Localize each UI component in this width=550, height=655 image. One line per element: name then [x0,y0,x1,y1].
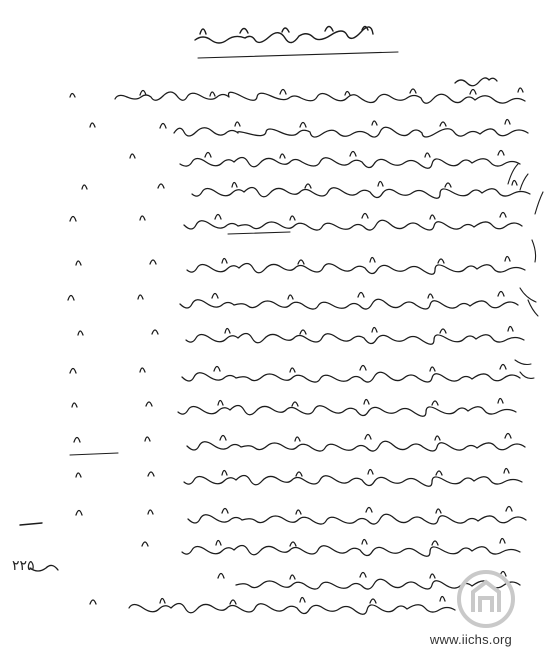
margin-note [455,78,497,86]
website-url: www.iichs.org [429,632,512,647]
letter-heading [195,27,398,59]
letter-body [20,88,543,614]
page-number: ۲۲۵ [12,558,35,574]
iichs-logo [455,568,517,630]
